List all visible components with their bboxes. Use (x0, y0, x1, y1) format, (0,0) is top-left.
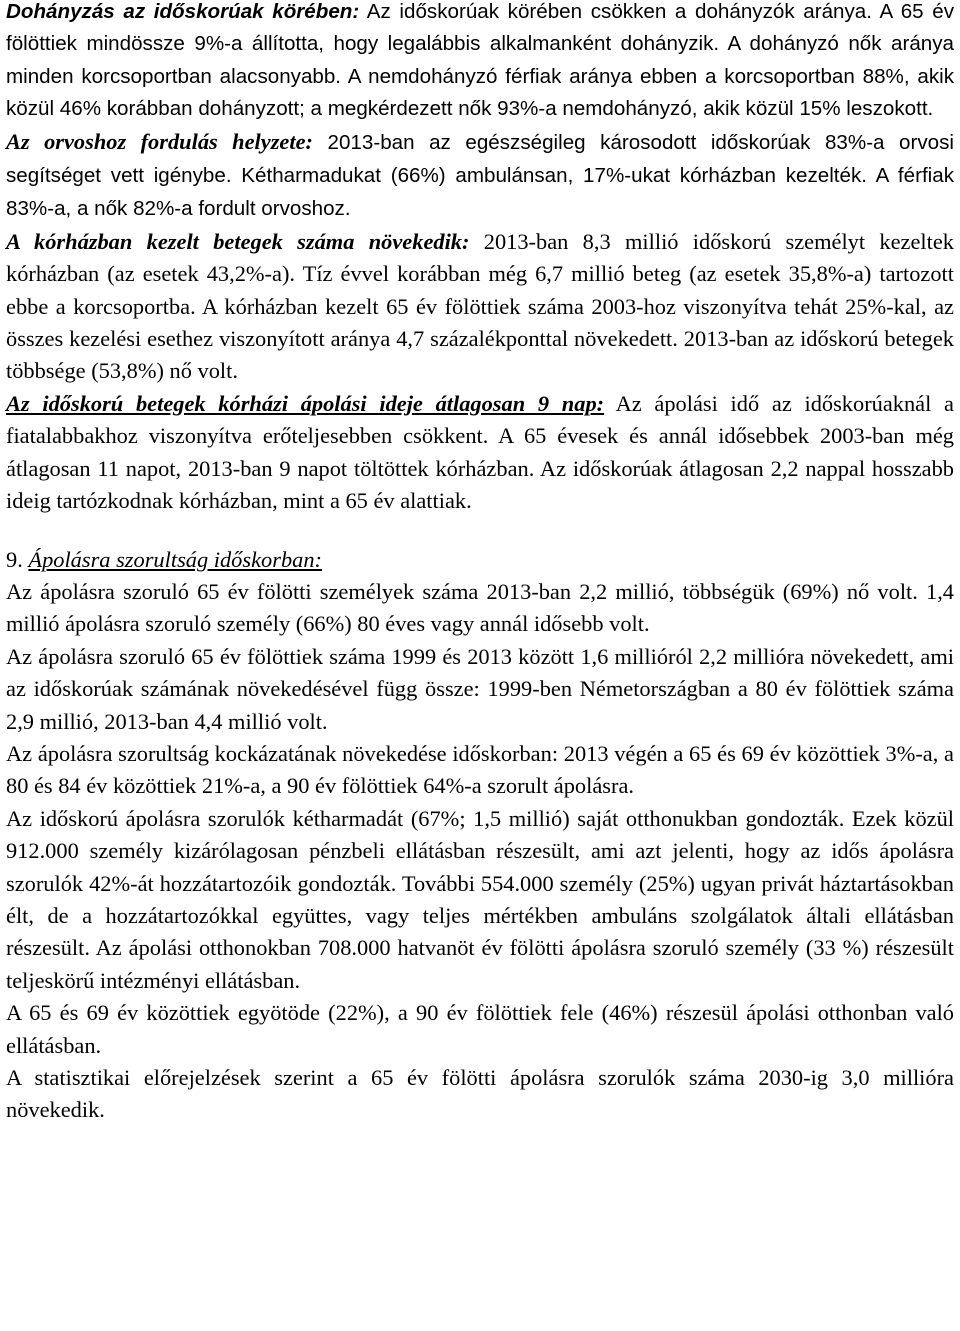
section-9-paragraph: Az ápolásra szoruló 65 év fölöttiek száma 1999 és 2013 között 1,6 millióról 2,2 millióra növekedett, ami az időskorúak számának növekedésével függ össze: 1999-ben Németországban a 80 év fölöttiek száma 2,9 millió, 2013-ban 4,4 millió volt. (6, 643, 954, 734)
section-9-paragraph: A 65 és 69 év közöttiek egyötöde (22%), a 90 év fölöttiek fele (46%) részesül ápolási otthonban való ellátásban. (6, 1000, 954, 1058)
paragraph-hospital (6, 226, 954, 388)
section-9-paragraph: Az ápolásra szorultság kockázatának növekedése időskorban: 2013 végén a 65 és 69 év közöttiek 3%-a, a 80 és 84 év közöttiek 21%-a, a 90 év fölöttiek 64%-a szorult ápolásra. (6, 740, 954, 799)
text-smoking: Az időskorúak körében csökken a dohányzók aránya. A 65 év fölöttiek mindössze 9%-a állította, hogy legalábbis alkalmanként dohányzik. A dohányzó nők aránya minden korcsoportban alacsonyabb. A nemdohányzó férfiak aránya ebben a korcsoportban 88%, akik közül 46% korábban dohányzott; a megkérdezett nők 93%-a nemdohányzó, akik közül 15% leszokott. (6, 0, 954, 121)
heading-doctor: Az orvoshoz fordulás helyzete: (6, 128, 313, 154)
paragraph-doctor (6, 126, 954, 226)
spacer (6, 518, 954, 544)
section-9-paragraph: Az időskorú ápolásra szorulók kétharmadát (67%; 1,5 millió) saját otthonukban gondozták. Ezek közül 912.000 személy kizárólagosan pénzbeli ellátásban részesült, ami azt jelenti, hogy az idős ápolásra szorulók 42%-át hozzátartozóik gondozták. További 554.000 személy (25%) ugyan privát háztartásokban élt, de a hozzátartozókkal együttes, vagy teljes mértékben ambuláns szolgálatok általi ellátásban részesült. Az ápolási otthonokban 708.000 hatvanöt év fölötti ápolásra szoruló személy (33 %) részesült teljeskörű intézményi ellátásban. (6, 805, 954, 993)
heading-smoking: Dohányzás az időskorúak körében: (6, 0, 360, 23)
section-9-paragraph: A statisztikai előrejelzések szerint a 65 év fölötti ápolásra szorulók száma 2030-ig 3,0 millióra növekedik. (6, 1065, 954, 1123)
heading-stay: Az időskorú betegek kórházi ápolási ideje átlagosan 9 nap: (6, 390, 605, 416)
text-hospital: 2013-ban 8,3 millió időskorú személyt kezeltek kórházban (az esetek 43,2%-a). Tíz évvel korábban még 6,7 millió beteg (az esetek 35,8%-a) tartozott ebbe a korcsoportba. A kórházban kezelt 65 év fölöttiek száma 2003-hoz viszonyítva tehát 25%-kal, az összes kezelési esethez viszonyított aránya 4,7 százalékponttal növekedett. 2013-ban az időskorú betegek többsége (53,8%) nő volt. (6, 228, 954, 384)
heading-hospital: A kórházban kezelt betegek száma növekedik: (6, 228, 470, 254)
section-9-title: Ápolásra szorultság időskorban: (28, 546, 322, 572)
paragraph-smoking (6, 0, 954, 126)
section-9-paragraph: Az ápolásra szoruló 65 év fölötti személyek száma 2013-ban 2,2 millió, többségük (69%) nő volt. 1,4 millió ápolásra szoruló személy (66%) 80 éves vagy annál idősebb volt. (6, 578, 954, 637)
paragraph-stay (6, 388, 954, 518)
section-9-number: 9. (6, 546, 29, 572)
text-stay: Az ápolási idő az időskorúaknál a fiatalabbakhoz viszonyítva erőteljesebben csökkent. A 65 évesek és annál idősebbek 2003-ban még átlagosan 11 napot, 2013-ban 9 napot töltöttek kórházban. Az időskorúak átlagosan 2,2 nappal hosszabb ideig tartózkodnak kórházban, mint a 65 év alattiak. (6, 390, 954, 514)
section-9-heading (6, 544, 954, 576)
text-doctor: 2013-ban az egészségileg károsodott időskorúak 83%-a orvosi segítséget vett igénybe. Kétharmadukat (66%) ambulánsan, 17%-ukat kórházban kezelték. A férfiak 83%-a, a nők 82%-a fordult orvoshoz. (6, 130, 954, 221)
